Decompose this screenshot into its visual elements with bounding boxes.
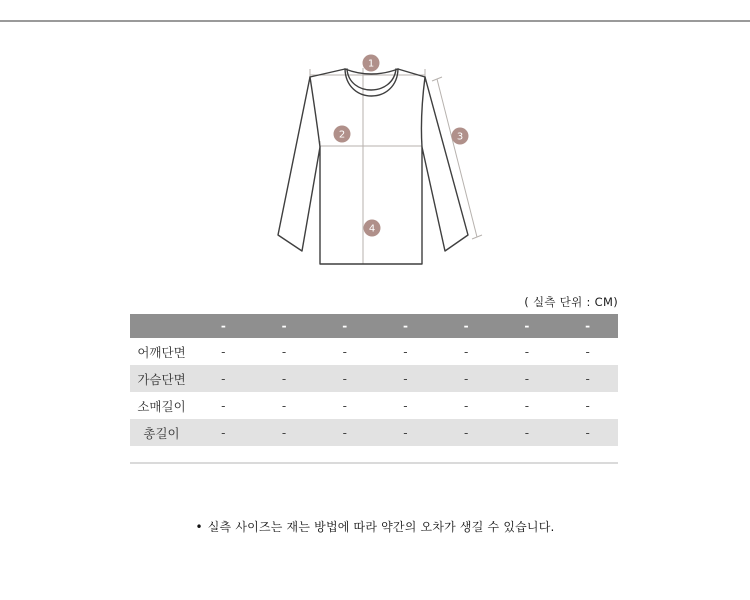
size-table-header-cell: - [497,314,558,338]
row-label: 가슴단면 [137,371,186,387]
left-shoulder-seam-path [310,77,320,147]
size-table-header-cell: - [375,314,436,338]
measurement-disclaimer [0,518,750,535]
marker-1-number: 1 [367,58,375,70]
marker-3-sleeve [452,128,469,145]
table-cell: - [463,371,469,386]
table-cell: - [342,425,347,440]
size-table-header-cell: - [193,314,254,338]
table-cell: - [463,344,469,359]
marker-1-shoulder [363,55,380,72]
disclaimer-text: 실측 사이즈는 재는 방법에 따라 약간의 오차가 생길 수 있습니다. [207,520,555,534]
size-table-header-row [130,314,618,338]
size-table-header-cell: - [557,314,618,338]
table-cell: - [221,425,226,440]
table-cell: - [342,371,347,386]
table-cell: - [524,371,530,386]
row-label: 소매길이 [137,398,186,414]
table-row-sleeve [130,392,618,419]
table-cell: - [342,398,347,413]
table-cell: - [281,398,287,413]
size-table-header-cell: - [436,314,497,338]
measure-guide-lines [310,68,482,264]
marker-4-length [364,220,381,237]
marker-2-number: 2 [338,129,346,141]
shirt-measurement-diagram [0,28,750,290]
bullet-point: • [195,520,203,534]
table-cell: - [463,425,469,440]
measurement-unit-note: ( 실측 단위 : CM) [524,295,618,309]
table-cell: - [463,398,469,413]
table-bottom-divider [130,462,618,464]
table-cell: - [281,425,287,440]
size-table-header-cell: - [254,314,315,338]
table-cell: - [221,371,226,386]
right-shoulder-seam-path [421,77,425,147]
table-cell: - [585,398,590,413]
table-cell: - [281,344,287,359]
table-cell: - [342,344,347,359]
table-cell: - [585,371,590,386]
size-table-corner-cell [130,314,193,338]
table-cell: - [524,425,530,440]
table-cell: - [221,344,226,359]
marker-4-number: 4 [368,223,376,235]
table-cell: - [403,425,408,440]
row-label: 총길이 [143,425,180,441]
top-divider [0,20,750,22]
table-cell: - [281,371,287,386]
size-table [130,314,618,446]
size-table-header-cell: - [314,314,375,338]
table-cell: - [524,344,530,359]
table-cell: - [524,398,530,413]
table-row-total-length [130,419,618,446]
table-cell: - [585,344,590,359]
size-table-container [130,314,618,446]
table-cell: - [403,371,408,386]
marker-3-number: 3 [456,131,464,143]
table-cell: - [585,425,590,440]
table-cell: - [403,398,408,413]
table-row-chest [130,365,618,392]
marker-2-chest [334,126,351,143]
row-label: 어깨단면 [137,344,186,360]
table-cell: - [221,398,226,413]
sleeve-guide-line [437,79,477,237]
table-row-shoulder [130,338,618,365]
table-cell: - [403,344,408,359]
